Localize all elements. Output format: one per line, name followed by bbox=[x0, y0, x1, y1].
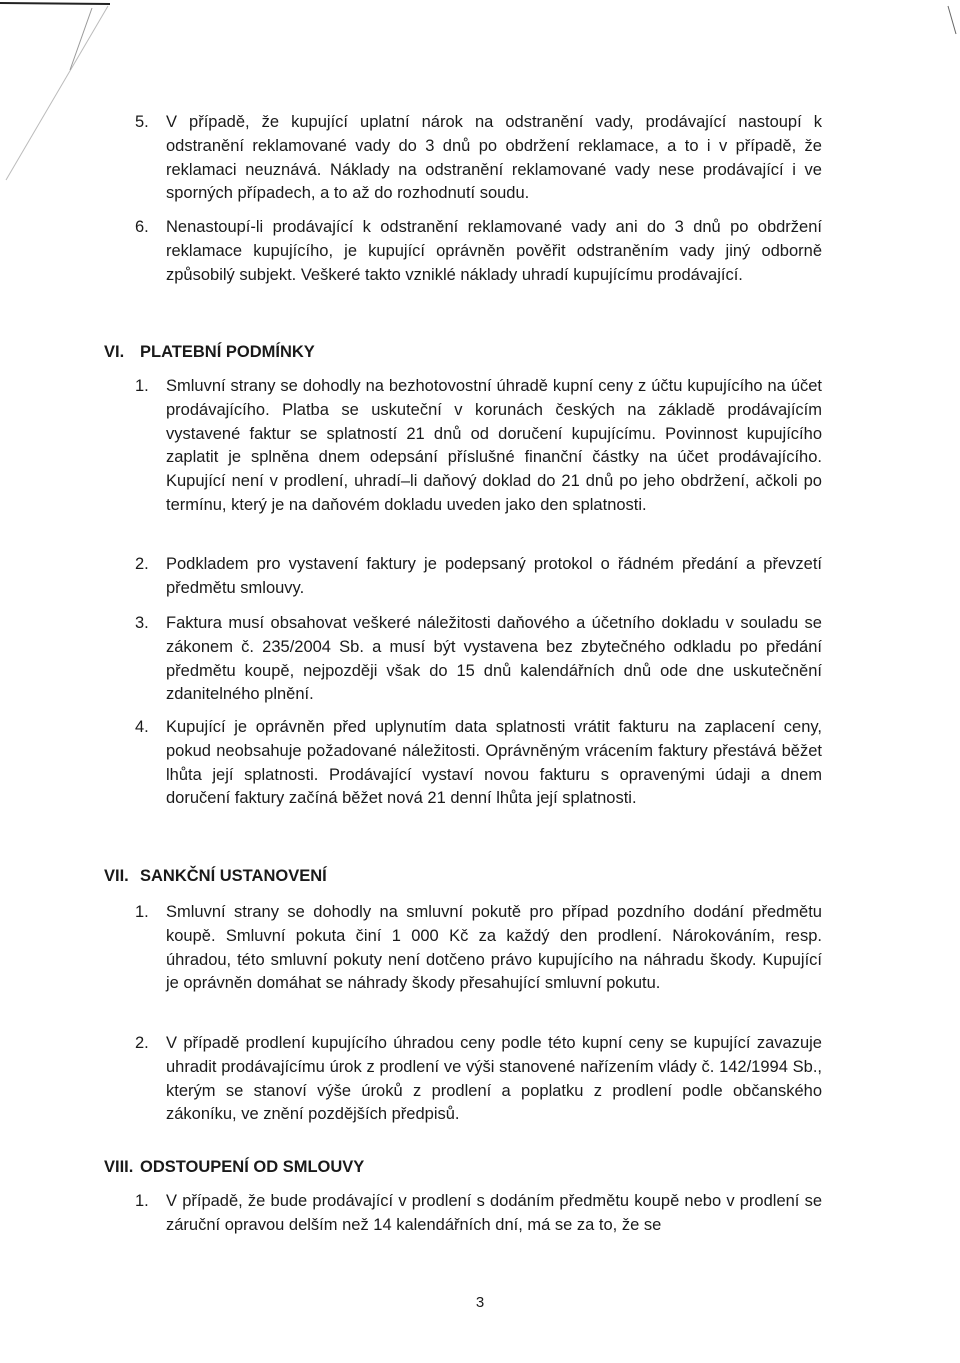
section-title: PLATEBNÍ PODMÍNKY bbox=[140, 343, 315, 361]
item-number: 1. bbox=[135, 903, 149, 921]
item-number: 3. bbox=[135, 614, 149, 632]
scan-artifact-lines bbox=[0, 0, 120, 200]
item-number: 2. bbox=[135, 1034, 149, 1052]
item-number: 4. bbox=[135, 718, 149, 736]
item-text: V případě, že bude prodávající v prodlení s dodáním předmětu koupě nebo v prodlení se záruční opravou delším než 14 kalendářních dní, má se za to, že se bbox=[166, 1192, 822, 1234]
item-text: Podkladem pro vystavení faktury je podepsaný protokol o řádném předání a převzetí předmětu smlouvy. bbox=[166, 555, 822, 597]
item-text: V případě prodlení kupujícího úhradou ceny podle této kupní ceny se kupující zavazuje uhradit prodávajícímu úrok z prodlení ve výši stanovené nařízením vlády č. 142/1994 Sb., kterým se stanoví výše úroků z prodlení a poplatku z prodlení podle občanského zákoníku, ve znění pozdějších předpisů. bbox=[166, 1034, 822, 1124]
section-number: VII. bbox=[104, 867, 129, 885]
item-text: V případě, že kupující uplatní nárok na odstranění vady, prodávající nastoupí k odstranění reklamované vady do 3 dnů po obdržení reklamace, a to i v případě, že reklamaci neuznává. Náklady na odstranění reklamované vady nese prodávající i ve sporných případech, a to až do rozhodnutí soudu. bbox=[166, 113, 822, 203]
scan-artifact-corner bbox=[944, 0, 960, 40]
section-number: VI. bbox=[104, 343, 125, 361]
section-title: ODSTOUPENÍ OD SMLOUVY bbox=[140, 1158, 365, 1176]
item-number: 1. bbox=[135, 377, 149, 395]
section-number: VIII. bbox=[104, 1158, 134, 1176]
item-text: Faktura musí obsahovat veškeré náležitosti daňového a účetního dokladu v souladu se zákonem č. 235/2004 Sb. a musí být vystavena bez zbytečného odkladu po předání předmětu koupě, nejpozději však do 15 dnů kalendářních dnů ode dne uskutečnění zdanitelného plnění. bbox=[166, 614, 822, 704]
item-number: 6. bbox=[135, 218, 149, 236]
page-number: 3 bbox=[475, 1294, 485, 1311]
section-title: SANKČNÍ USTANOVENÍ bbox=[140, 867, 327, 885]
item-text: Kupující je oprávněn před uplynutím data splatnosti vrátit fakturu na zaplacení ceny, pokud neobsahuje požadované náležitosti. Oprávněným vrácením faktury přestává běžet lhůta její splatnosti. Prodávající vystaví novou fakturu s opravenými údaji a dnem doručení faktury začíná běžet nová 21 denní lhůta její splatnosti. bbox=[166, 718, 822, 808]
item-text: Nenastoupí-li prodávající k odstranění reklamované vady ani do 3 dnů po obdržení reklamace kupujícího, je kupující oprávněn pověřit odstraněním vady jiný odborně způsobilý subjekt. Veškeré takto vzniklé náklady uhradí kupujícímu prodávající. bbox=[166, 218, 822, 284]
item-text: Smluvní strany se dohodly na bezhotovostní úhradě kupní ceny z účtu kupujícího na účet prodávajícího. Platba se uskuteční v korunách českých na základě prodávajícím vystavené faktur se splatností 21 dnů od doručení kupujícímu. Povinnost kupujícího zaplatit je splněna dnem odepsání příslušné finanční částky na účet prodávajícího. Kupující není v prodlení, uhradí–li daňový doklad do 21 dnů po jeho obdržení, ačkoli po termínu, který je na daňovém dokladu uveden jako den splatnosti. bbox=[166, 377, 822, 514]
item-text: Smluvní strany se dohodly na smluvní pokutě pro případ pozdního dodání předmětu koupě. Smluvní pokuta činí 1 000 Kč za každý den prodlení. Nárokováním, resp. úhradou, této smluvní pokuty není dotčeno právo kupujícího na náhradu škody. Kupující je oprávněn domáhat se náhrady škody přesahující smluvní pokutu. bbox=[166, 903, 822, 993]
item-number: 2. bbox=[135, 555, 149, 573]
item-number: 1. bbox=[135, 1192, 149, 1210]
item-number: 5. bbox=[135, 113, 149, 131]
